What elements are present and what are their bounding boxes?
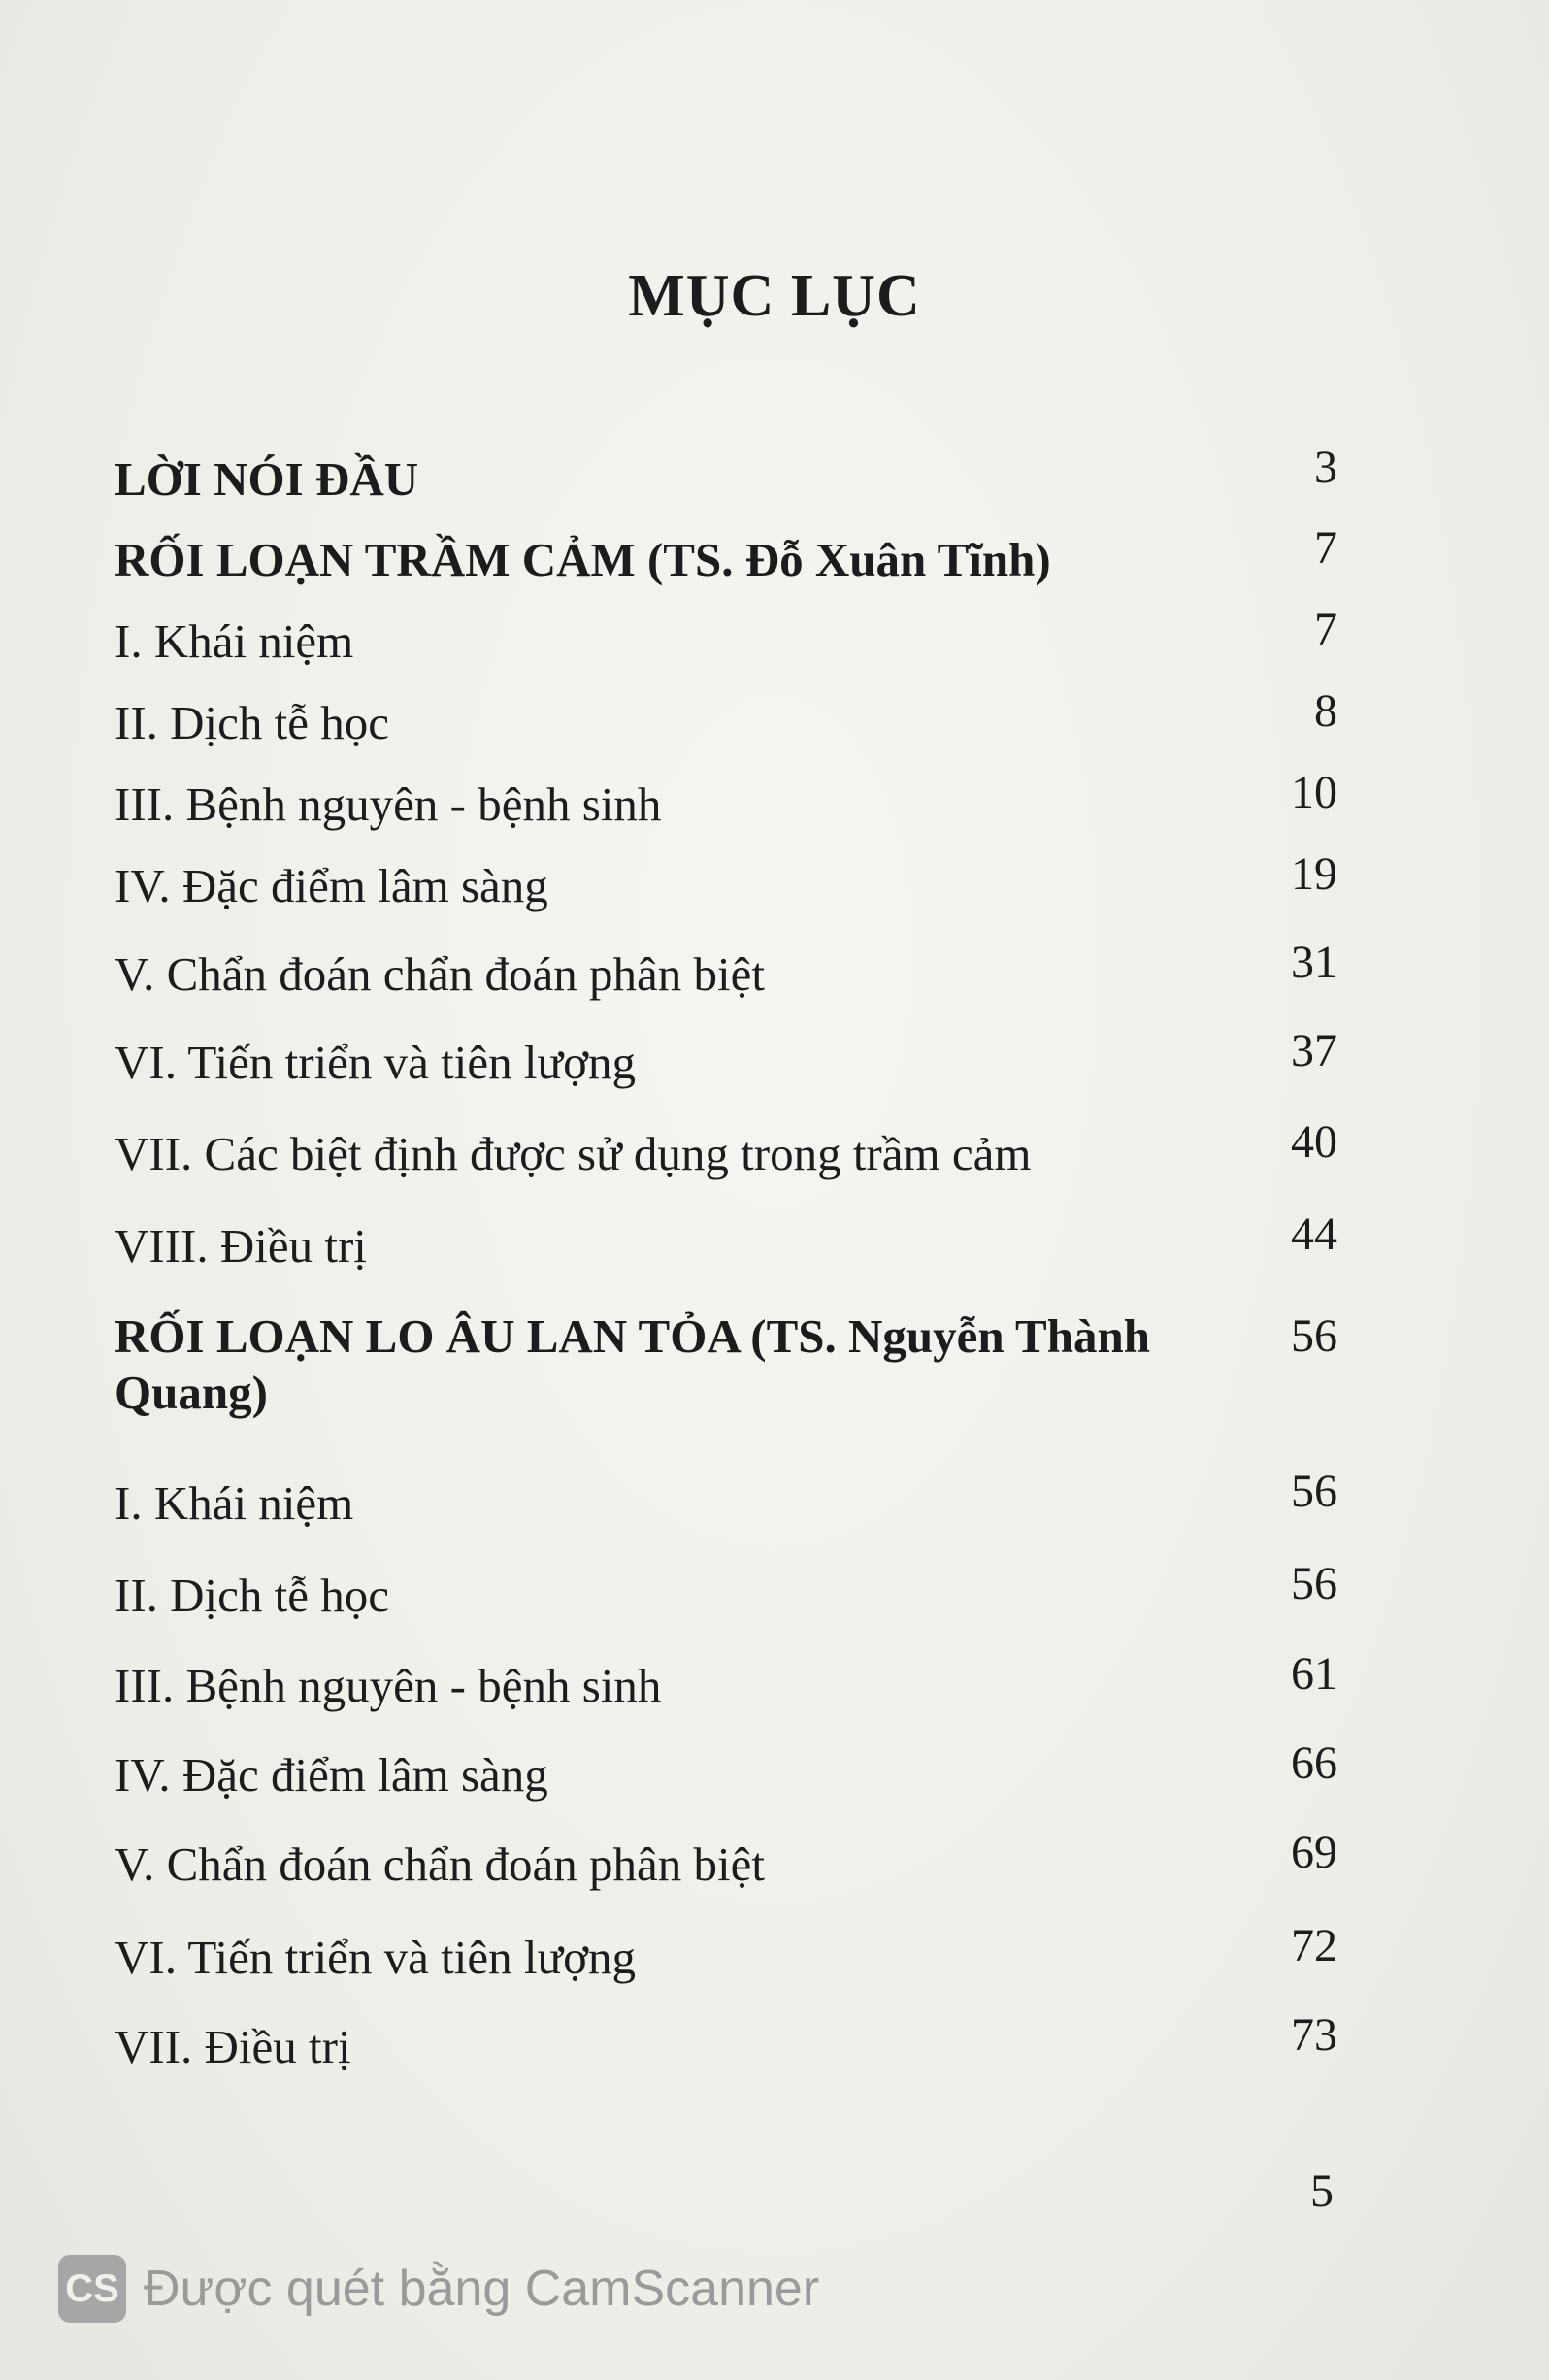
toc-entry	[115, 848, 1337, 914]
toc-entry-label: VI. Tiến triển và tiên lượng	[115, 1036, 636, 1089]
toc-entry	[115, 604, 1337, 670]
toc-entry-label: RỐI LOẠN TRẦM CẢM (TS. Đỗ Xuân Tĩnh)	[115, 533, 1051, 586]
toc-entry-page-number: 56	[1291, 1310, 1337, 1362]
toc-entry-label: V. Chẩn đoán chẩn đoán phân biệt	[115, 947, 765, 1001]
toc-entry-label: VI. Tiến triển và tiên lượng	[115, 1931, 636, 1984]
toc-entry-label: LỜI NÓI ĐẦU	[115, 452, 419, 506]
toc-entry	[115, 1648, 1337, 1714]
toc-section-heading	[115, 522, 1337, 588]
page-number: 5	[1310, 2165, 1334, 2217]
toc-entry-page-number: 8	[1314, 685, 1337, 737]
toc-entry-page-number: 3	[1314, 442, 1337, 493]
toc-entry-label: I. Khái niệm	[115, 1476, 354, 1530]
toc-section-heading	[115, 1308, 1337, 1421]
toc-entry-label: IV. Đặc điểm lâm sàng	[115, 859, 548, 912]
toc-entry-page-number: 72	[1291, 1920, 1337, 1971]
toc-entry	[115, 1827, 1337, 1893]
toc-entry-page-number: 10	[1291, 767, 1337, 818]
toc-entry-page-number: 73	[1291, 2009, 1337, 2061]
toc-entry-page-number: 40	[1291, 1116, 1337, 1168]
camscanner-logo-icon: CS	[58, 2255, 126, 2323]
toc-entry-page-number: 44	[1291, 1208, 1337, 1260]
toc-entry-page-number: 61	[1291, 1648, 1337, 1700]
toc-entry	[115, 1737, 1337, 1803]
toc-entry	[115, 1208, 1337, 1274]
toc-entry-page-number: 37	[1291, 1025, 1337, 1076]
toc-section-heading	[115, 442, 1337, 508]
toc-entry	[115, 2009, 1337, 2075]
toc-entry-label: II. Dịch tễ học	[115, 1569, 389, 1622]
toc-entry-label: VII. Điều trị	[115, 2020, 351, 2073]
toc-entry-label: VIII. Điều trị	[115, 1219, 367, 1273]
toc-entry-page-number: 56	[1291, 1466, 1337, 1517]
toc-entry-label: V. Chẩn đoán chẩn đoán phân biệt	[115, 1837, 765, 1891]
toc-entry-page-number: 19	[1291, 848, 1337, 900]
toc-entry-label: VII. Các biệt định được sử dụng trong trầm cảm	[115, 1127, 1032, 1180]
toc-entry-page-number: 56	[1291, 1558, 1337, 1609]
toc-entry	[115, 1920, 1337, 1986]
toc-entry	[115, 1116, 1337, 1182]
toc-entry	[115, 1558, 1337, 1624]
toc-entry-page-number: 69	[1291, 1827, 1337, 1878]
toc-entry-label: RỐI LOẠN LO ÂU LAN TỎA (TS. Nguyễn Thành Quang)	[115, 1309, 1150, 1419]
toc-entry	[115, 1466, 1337, 1532]
toc-entry-label: II. Dịch tễ học	[115, 696, 389, 749]
toc-entry-page-number: 66	[1291, 1737, 1337, 1789]
toc-entry-label: III. Bệnh nguyên - bệnh sinh	[115, 1659, 662, 1712]
toc-entry	[115, 767, 1337, 833]
toc-entry-page-number: 7	[1314, 604, 1337, 655]
watermark-text: Được quét bằng CamScanner	[144, 2261, 820, 2317]
page-title: MỤC LỤC	[628, 263, 921, 329]
toc-entry-page-number: 7	[1314, 522, 1337, 574]
toc-entry-label: I. Khái niệm	[115, 614, 354, 668]
toc-entry-label: III. Bệnh nguyên - bệnh sinh	[115, 777, 662, 831]
toc-entry-page-number: 31	[1291, 937, 1337, 988]
camscanner-watermark	[58, 2250, 819, 2328]
toc-entry	[115, 937, 1337, 1003]
toc-entry	[115, 685, 1337, 751]
toc-entry	[115, 1025, 1337, 1091]
toc-entry-label: IV. Đặc điểm lâm sàng	[115, 1748, 548, 1802]
